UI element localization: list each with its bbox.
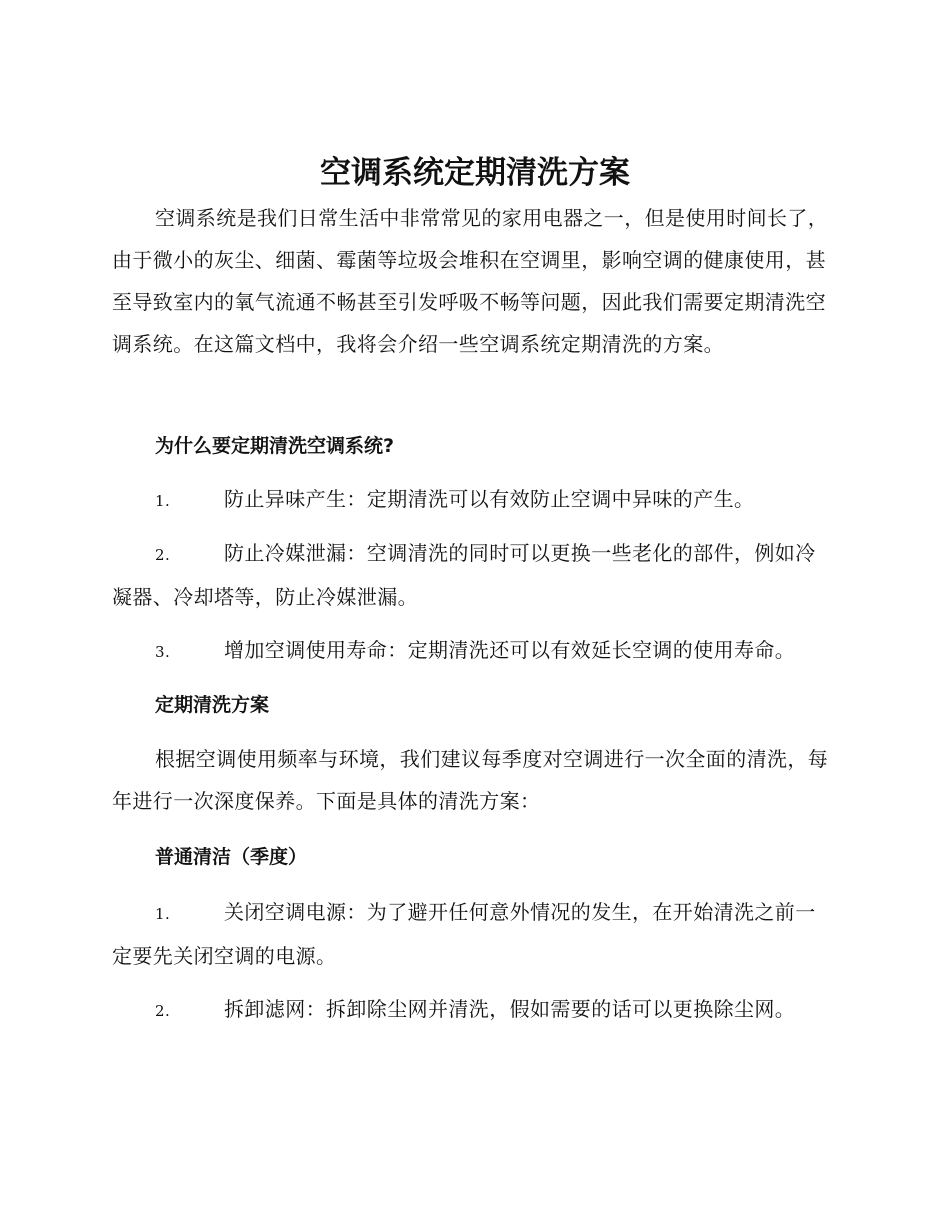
list-item-text: 关闭空调电源：为了避开任何意外情况的发生，在开始清洗之前一定要先关闭空调的电源。 <box>112 900 816 968</box>
list-item <box>112 629 834 673</box>
list-number: 1. <box>155 492 171 510</box>
why-list <box>112 478 834 522</box>
list-item-text: 防止异味产生：定期清洗可以有效防止空调中异味的产生。 <box>224 487 755 511</box>
why-list-2 <box>112 532 834 618</box>
list-item <box>112 988 834 1032</box>
intro-block <box>112 197 834 365</box>
section-why <box>112 425 834 467</box>
list-number: 3. <box>155 643 171 661</box>
normal-list <box>112 891 834 977</box>
why-list-3 <box>112 629 834 673</box>
list-item <box>112 532 834 618</box>
section-heading-plan: 定期清洗方案 <box>155 694 270 716</box>
list-number: 1. <box>155 905 171 923</box>
list-item-text: 拆卸滤网：拆卸除尘网并清洗，假如需要的话可以更换除尘网。 <box>224 997 796 1021</box>
page-title: 空调系统定期清洗方案 <box>320 155 630 191</box>
section-normal <box>112 836 834 878</box>
section-plan <box>112 684 834 726</box>
list-item-text: 防止冷媒泄漏：空调清洗的同时可以更换一些老化的部件，例如冷凝器、冷却塔等，防止冷媒泄漏。 <box>112 541 816 609</box>
list-item <box>112 891 834 977</box>
normal-list-2 <box>112 988 834 1032</box>
list-item-text: 增加空调使用寿命：定期清洗还可以有效延长空调的使用寿命。 <box>224 638 796 662</box>
list-item <box>112 478 834 522</box>
intro-paragraph: 空调系统是我们日常生活中非常常见的家用电器之一，但是使用时间长了，由于微小的灰尘、细菌、霉菌等垃圾会堆积在空调里，影响空调的健康使用，甚至导致室内的氧气流通不畅甚至引发呼吸不畅等问题，因此我们需要定期清洗空调系统。在这篇文档中，我将会介绍一些空调系统定期清洗的方案。 <box>112 206 829 356</box>
section-heading-normal-clean: 普通清洁（季度） <box>155 846 308 868</box>
plan-paragraph-block <box>112 738 834 822</box>
plan-paragraph: 根据空调使用频率与环境，我们建议每季度对空调进行一次全面的清洗，每年进行一次深度保养。下面是具体的清洗方案： <box>112 747 829 813</box>
list-number: 2. <box>155 546 171 564</box>
list-number: 2. <box>155 1002 171 1020</box>
section-heading-why: 为什么要定期清洗空调系统? <box>155 435 395 457</box>
